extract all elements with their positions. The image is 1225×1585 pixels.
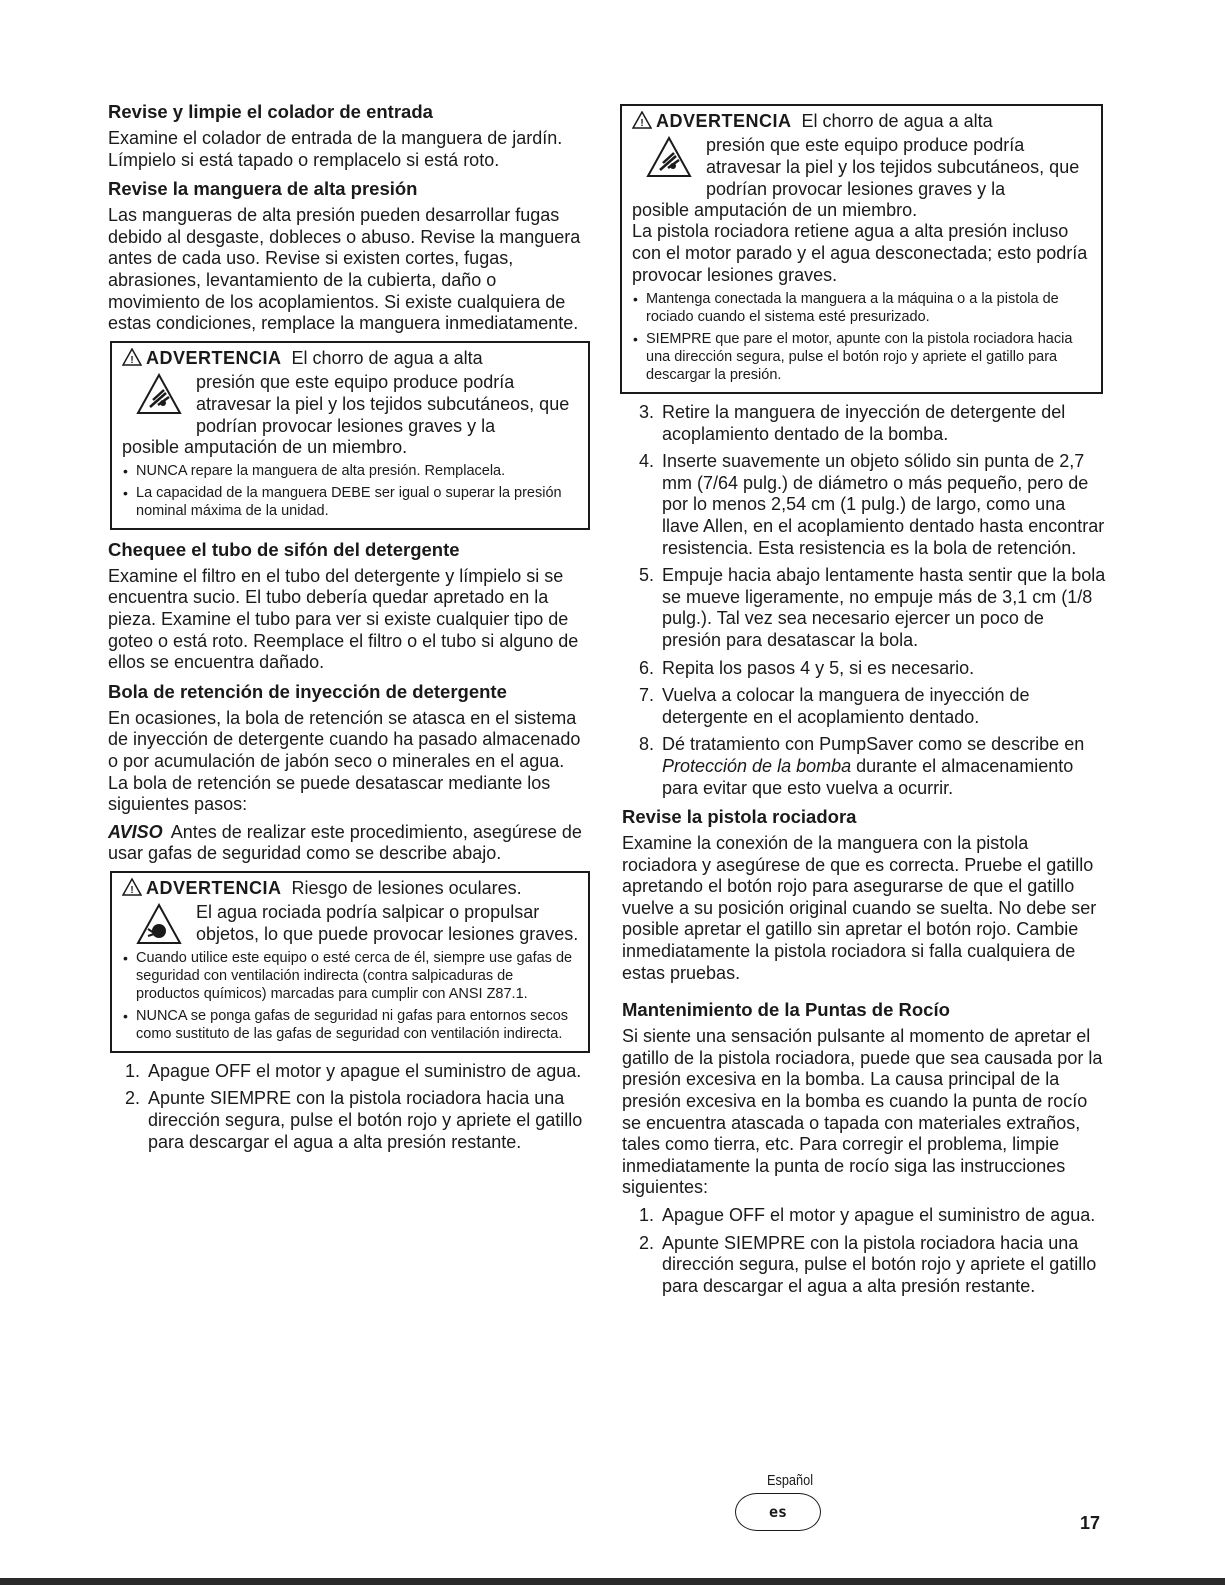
skin-injection-hazard-icon <box>632 134 706 200</box>
warning-title: ADVERTENCIA <box>146 877 282 898</box>
warning-box-eye <box>110 871 590 1053</box>
svg-text:!: ! <box>640 118 644 129</box>
warning-text: presión que este equipo produce podría atravesar la piel y los tejidos subcutáneos, que podrían provocar lesiones graves y la <box>196 371 570 436</box>
warning-header <box>122 877 580 901</box>
svg-text:!: ! <box>130 354 134 366</box>
left-column <box>108 100 588 1159</box>
warning-bullet: • Cuando utilice este equipo o esté cerca de él, siempre use gafas de seguridad con ventilación indirecta (contra salpicaduras de productos químicos) marcadas para cumplir con ANSI Z87.1. <box>122 949 580 1003</box>
notice-paragraph <box>108 822 588 865</box>
warning-triangle-icon <box>632 111 652 134</box>
section-text-siphon-tube: Examine el filtro en el tubo del detergente y límpielo si se encuentra sucio. El tubo debería quedar apretado en la pieza. Examine el tubo para ver si existe cualquier tipo de goteo o está roto. Reemplace el filtro o el tubo si alguno de ellos se encuentra dañado. <box>108 565 579 673</box>
eye-injury-hazard-icon <box>122 901 196 945</box>
warning-text-continued: La pistola rociadora retiene agua a alta presión incluso con el motor parado y el agua desconectada; esto podría provocar lesiones graves. <box>632 221 1088 285</box>
list-item: 7. Vuelva a colocar la manguera de inyección de detergente en el acoplamiento dentado. <box>638 685 1030 727</box>
section-title-siphon-tube: Chequee el tubo de sifón del detergente <box>108 538 460 560</box>
list-item: 1. Apague OFF el motor y apague el suministro de agua. <box>638 1205 1096 1225</box>
scan-bottom-edge <box>0 1578 1225 1585</box>
warning-text-continued: posible amputación de un miembro. <box>122 436 408 457</box>
footer-language: Español <box>766 1472 814 1489</box>
list-item: 4. Inserte suavemente un objeto sólido sin punta de 2,7 mm (7/64 pulg.) de diámetro o más pequeño, pero de por lo menos 2,54 cm (1 pulg.) de largo, como una llave Allen, en el acoplamiento dentado hasta encontrar resistencia. Esta resistencia es la bola de retención. <box>638 451 1105 558</box>
section-text-spray-tips: Si siente una sensación pulsante al momento de apretar el gatillo de la pistola rociadora, puede que sea causada por la presión excesiva en la bomba. La causa principal de la presión excesiva en la bomba es cuando la punta de rocío se encuentra atascada o tapada con materiales extraños, tales como tierra, etc. Para corregir el problema, limpie inmediatamente la punta de rocío siga las instrucciones siguientes: <box>622 1026 1103 1198</box>
section-title-inlet-screen: Revise y limpie el colador de entrada <box>108 101 433 122</box>
warning-lead: El chorro de agua a alta <box>801 111 993 131</box>
language-badge: es <box>735 1493 821 1531</box>
cross-reference: Protección de la bomba <box>662 755 852 776</box>
page-number: 17 <box>1080 1513 1101 1533</box>
warning-header <box>122 347 580 371</box>
section-text-high-pressure-hose: Las mangueras de alta presión pueden desarrollar fugas debido al desgaste, dobleces o abuso. Revise la manguera antes de cada uso. Revise si existen cortes, fugas, abrasiones, levantamiento de la cubierta, daño o movimiento de los acoplamientos. Si existe cualquiera de estas condiciones, remplace la manguera inmediatamente. <box>108 205 581 334</box>
section-text-check-ball: En ocasiones, la bola de retención se atasca en el sistema de inyección de detergente cuando ha pasado almacenado o por acumulación de jabón seco o minerales en el agua. La bola de retención se puede desatascar mediante los siguientes pasos: <box>108 707 581 815</box>
list-item: 6. Repita los pasos 4 y 5, si es necesario. <box>638 657 975 678</box>
warning-lead: El chorro de agua a alta <box>291 347 483 368</box>
warning-lead: Riesgo de lesiones oculares. <box>291 877 522 898</box>
steps-list-right <box>622 1205 1107 1297</box>
notice-label: AVISO <box>108 821 163 842</box>
list-item: 2. Apunte SIEMPRE con la pistola rociadora hacia una dirección segura, pulse el botón rojo y apriete el gatillo para descargar el agua a alta presión restante. <box>638 1232 1097 1296</box>
warning-bullet: • NUNCA repare la manguera de alta presión. Remplacela. <box>122 462 580 480</box>
section-title-check-ball: Bola de retención de inyección de detergente <box>108 680 507 702</box>
skin-injection-hazard-icon <box>122 371 196 437</box>
warning-bullet: • La capacidad de la manguera DEBE ser igual o superar la presión nominal máxima de la unidad. <box>122 484 580 520</box>
warning-bullet: • Mantenga conectada la manguera a la máquina o a la pistola de rociado cuando el sistema esté presurizado. <box>632 290 1093 326</box>
right-column <box>622 100 1107 1303</box>
list-item: 2. Apunte SIEMPRE con la pistola rociadora hacia una dirección segura, pulse el botón rojo y apriete el gatillo para descargar el agua a alta presión restante. <box>124 1088 583 1152</box>
section-title-high-pressure-hose: Revise la manguera de alta presión <box>108 178 418 200</box>
list-item: 8. Dé tratamiento con PumpSaver como se describe en Protección de la bomba durante el almacenamiento para evitar que esto vuelva a ocurrir. <box>638 734 1085 798</box>
steps-list-left <box>108 1061 588 1153</box>
warning-box-gun <box>620 104 1103 394</box>
warning-header <box>632 110 1093 134</box>
section-title-spray-gun: Revise la pistola rociadora <box>622 806 857 828</box>
svg-text:!: ! <box>130 884 134 896</box>
warning-bullet: • SIEMPRE que pare el motor, apunte con la pistola rociadora hacia una dirección segura, pulse el botón rojo y apriete el gatillo para descargar la presión. <box>632 330 1093 384</box>
warning-text-continued: posible amputación de un miembro. <box>632 200 918 220</box>
section-text-inlet-screen: Examine el colador de entrada de la manguera de jardín. Límpielo si está tapado o remplacelo si está roto. <box>108 128 563 170</box>
warning-triangle-icon <box>122 878 142 901</box>
steps-list-check-ball <box>622 402 1107 799</box>
section-text-spray-gun: Examine la conexión de la manguera con la pistola rociadora y asegúrese de que es correcta. Pruebe el gatillo apretando el botón rojo para asegurarse de que el gatillo vuelve a su posición original cuando se suelta. No debe ser posible apretar el gatillo sin apretar el botón rojo. Cambie inmediatamente la pistola rociadora si falla cualquiera de estas pruebas. <box>622 833 1097 983</box>
section-title-spray-tips: Mantenimiento de la Puntas de Rocío <box>622 999 950 1021</box>
list-item: 1. Apague OFF el motor y apague el suministro de agua. <box>124 1060 582 1081</box>
notice-text: Antes de realizar este procedimiento, asegúrese de usar gafas de seguridad como se describe abajo. <box>108 821 582 864</box>
warning-text: presión que este equipo produce podría atravesar la piel y los tejidos subcutáneos, que podrían provocar lesiones graves y la <box>706 135 1080 199</box>
warning-title: ADVERTENCIA <box>656 111 792 131</box>
warning-triangle-icon <box>122 348 142 371</box>
warning-title: ADVERTENCIA <box>146 347 282 368</box>
warning-bullet: • NUNCA se ponga gafas de seguridad ni gafas para entornos secos como sustituto de las gafas de seguridad con ventilación indirecta. <box>122 1007 580 1043</box>
list-item: 5. Empuje hacia abajo lentamente hasta sentir que la bola se mueve ligeramente, no empuje más de 3,1 cm (1/8 pulg.). Tal vez sea necesario ejercer un poco de presión para desatascar la bola. <box>638 565 1106 650</box>
warning-text: El agua rociada podría salpicar o propulsar objetos, lo que puede provocar lesiones graves. <box>196 901 579 944</box>
warning-box-hose <box>110 341 590 530</box>
list-item: 3. Retire la manguera de inyección de detergente del acoplamiento dentado de la bomba. <box>638 402 1066 444</box>
